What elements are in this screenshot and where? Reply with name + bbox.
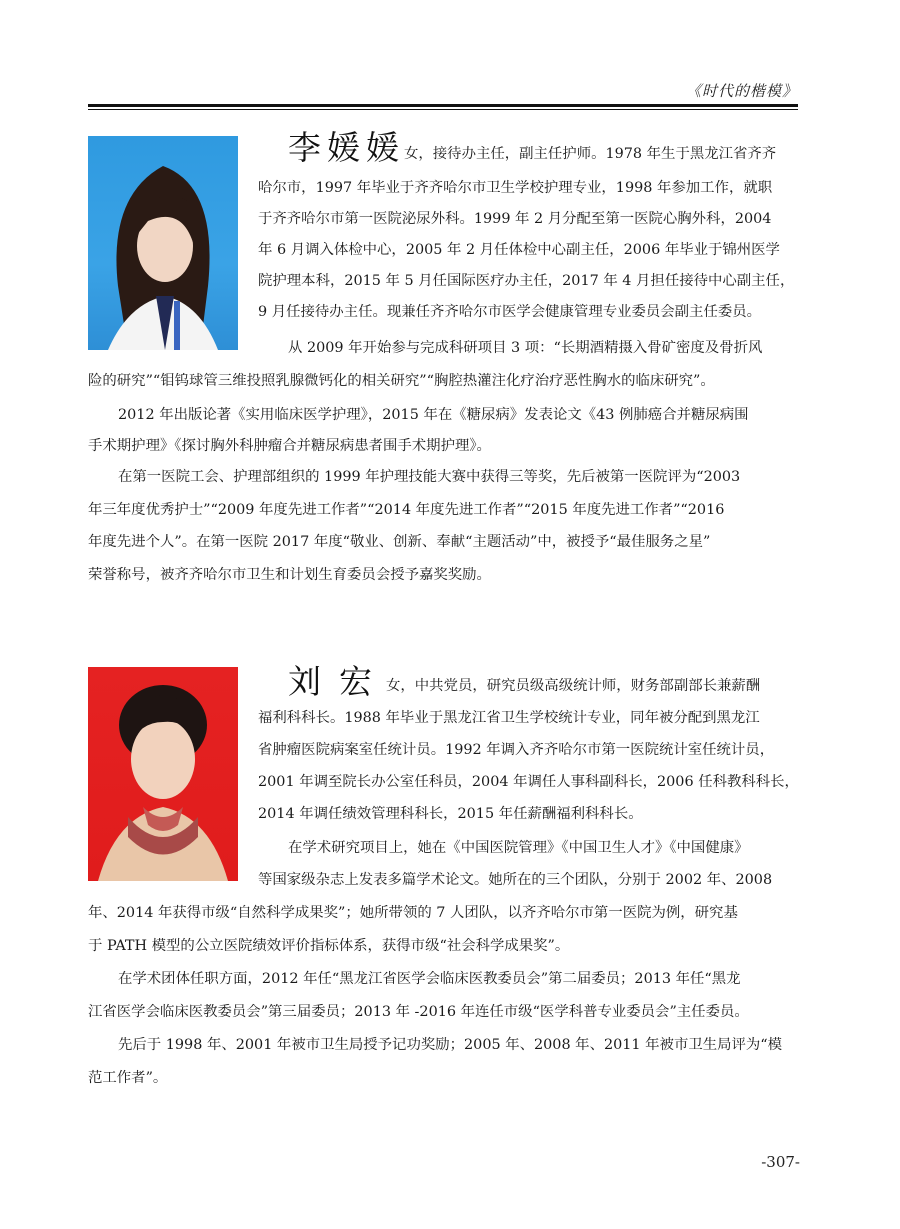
- profile2-line: 在学术研究项目上，她在《中国医院管理》《中国卫生人才》《中国健康》: [288, 840, 749, 856]
- profile1-line: 2012 年出版论著《实用临床医学护理》，2015 年在《糖尿病》发表论文《43 例肺癌合并糖尿病围: [118, 407, 749, 423]
- profile1-line: 院护理本科，2015 年 5 月任国际医疗办主任，2017 年 4 月担任接待中心副主任，: [258, 273, 795, 289]
- header-rule-thick: [88, 104, 798, 107]
- profile1-line: 于齐齐哈尔市第一医院泌尿外科。1999 年 2 月分配至第一医院心胸外科，2004: [258, 211, 772, 227]
- profile2-line: 年、2014 年获得市级“自然科学成果奖”；她所带领的 7 人团队，以齐齐哈尔市第一医院为例，研究基: [88, 905, 738, 921]
- profile1-line: 年度先进个人”。在第一医院 2017 年度“敬业、创新、奉献“主题活动”中，被授予“最佳服务之星”: [88, 534, 711, 550]
- person-name-2: 刘宏: [288, 662, 390, 701]
- profile2-line: 范工作者”。: [88, 1070, 168, 1086]
- page-number: -307-: [761, 1153, 800, 1171]
- profile1-line: 哈尔市，1997 年毕业于齐齐哈尔市卫生学校护理专业，1998 年参加工作，就职: [258, 180, 773, 196]
- profile1-line: 女，接待办主任，副主任护师。1978 年生于黑龙江省齐齐: [404, 146, 777, 162]
- profile2-line: 等国家级杂志上发表多篇学术论文。她所在的三个团队，分别于 2002 年、2008: [258, 872, 773, 888]
- profile1-line: 在第一医院工会、护理部组织的 1999 年护理技能大赛中获得三等奖，先后被第一医院评为“2003: [118, 469, 741, 485]
- profile2-line: 在学术团体任职方面，2012 年任“黑龙江省医学会临床医教委员会”第二届委员；2013 年任“黑龙: [118, 971, 741, 987]
- portrait-photo-2: [88, 667, 238, 881]
- profile2-line: 福利科科长。1988 年毕业于黑龙江省卫生学校统计专业，同年被分配到黑龙江: [258, 710, 760, 726]
- profile1-line: 年三年度优秀护士”“2009 年度先进工作者”“2014 年度先进工作者”“2015 年度先进工作者”“2016: [88, 502, 725, 518]
- profile2-line: 省肿瘤医院病案室任统计员。1992 年调入齐齐哈尔市第一医院统计室任统计员，: [258, 742, 775, 758]
- portrait-photo-1: [88, 136, 238, 350]
- profile1-line: 从 2009 年开始参与完成科研项目 3 项：“长期酒精摄入骨矿密度及骨折风: [288, 340, 763, 356]
- profile1-line: 手术期护理》《探讨胸外科肿瘤合并糖尿病患者围手术期护理》。: [88, 438, 491, 454]
- profile1-line: 险的研究”“钼钨球管三维投照乳腺微钙化的相关研究”“胸腔热灌注化疗治疗恶性胸水的临床研究”。: [88, 373, 715, 389]
- profile1-line: 9 月任接待办主任。现兼任齐齐哈尔市医学会健康管理专业委员会副主任委员。: [258, 304, 762, 320]
- profile2-line: 2014 年调任绩效管理科科长，2015 年任薪酬福利科科长。: [258, 806, 643, 822]
- profile2-line: 女，中共党员，研究员级高级统计师，财务部副部长兼薪酬: [386, 678, 761, 694]
- profile2-line: 江省医学会临床医教委员会”第三届委员；2013 年 -2016 年连任市级“医学科普专业委员会”主任委员。: [88, 1004, 749, 1020]
- profile2-line: 于 PATH 模型的公立医院绩效评价指标体系，获得市级“社会科学成果奖”。: [88, 938, 570, 954]
- profile1-line: 年 6 月调入体检中心，2005 年 2 月任体检中心副主任，2006 年毕业于锦州医学: [258, 242, 780, 258]
- profile2-line: 2001 年调至院长办公室任科员，2004 年调任人事科副科长，2006 任科教科科长，: [258, 774, 799, 790]
- book-title: 《时代的楷模》: [685, 82, 798, 100]
- person-name-1: 李媛媛: [288, 128, 405, 167]
- header-rule-thin: [88, 109, 798, 110]
- profile1-line: 荣誉称号，被齐齐哈尔市卫生和计划生育委员会授予嘉奖奖励。: [88, 567, 491, 583]
- profile2-line: 先后于 1998 年、2001 年被市卫生局授予记功奖励；2005 年、2008 年、2011 年被市卫生局评为“模: [118, 1037, 783, 1053]
